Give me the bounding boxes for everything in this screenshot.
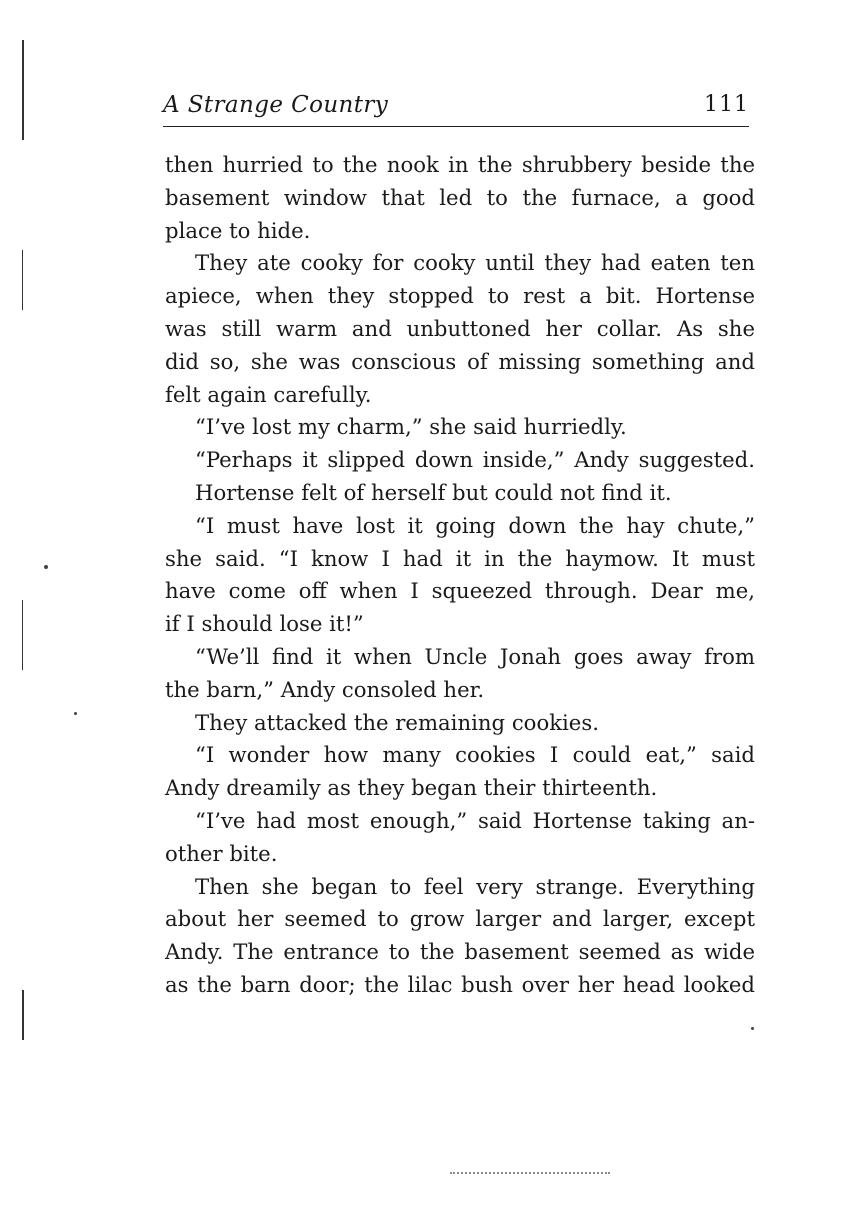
page-header <box>163 92 749 127</box>
gutter-dot <box>74 712 77 715</box>
text-line: They ate cooky for cooky until they had eaten ten <box>195 250 755 276</box>
text-line: the barn,” Andy consoled her. <box>165 676 485 702</box>
text-line: “Perhaps it slipped down inside,” Andy suggested. <box>195 447 755 473</box>
text-line: “I wonder how many cookies I could eat,” said <box>195 742 755 768</box>
gutter-line <box>22 990 24 1040</box>
text-line: Andy. The entrance to the basement seemed as wide <box>165 939 755 965</box>
text-line: as the barn door; the lilac bush over her head looked <box>165 971 755 997</box>
text-line: Then she began to feel very strange. Everything <box>195 873 755 899</box>
text-line: They attacked the remaining cookies. <box>195 709 599 735</box>
running-title: A Strange Country <box>163 92 389 118</box>
text-line: have come off when I squeezed through. Dear me, <box>165 578 755 604</box>
text-line: then hurried to the nook in the shrubbery beside the <box>165 152 755 177</box>
text-line: place to hide. <box>165 217 311 243</box>
text-line: “I must have lost it going down the hay chute,” <box>195 512 755 538</box>
text-line: “We’ll find it when Uncle Jonah goes away from <box>195 643 755 669</box>
text-line: Hortense felt of herself but could not find it. <box>195 479 672 505</box>
text-line: “I’ve lost my charm,” she said hurriedly. <box>195 414 627 440</box>
body-text <box>165 149 755 1002</box>
gutter-dot <box>751 1027 754 1030</box>
text-line: did so, she was conscious of missing something and <box>165 348 755 374</box>
text-line: other bite. <box>165 840 278 866</box>
text-line: she said. “I know I had it in the haymow. It must <box>165 545 755 571</box>
text-line: if I should lose it!” <box>165 611 364 637</box>
text-line: Andy dreamily as they began their thirteenth. <box>165 775 658 801</box>
text-line: felt again carefully. <box>165 381 372 407</box>
text-line: basement window that led to the furnace, a good <box>165 184 755 210</box>
gutter-line <box>22 600 23 670</box>
text-line: about her seemed to grow larger and larger, except <box>165 906 755 932</box>
text-line: “I’ve had most enough,” said Hortense taking an- <box>195 807 755 833</box>
text-line: apiece, when they stopped to rest a bit. Hortense <box>165 283 755 309</box>
gutter-line <box>22 250 23 310</box>
gutter-line <box>22 40 24 140</box>
text-line: was still warm and unbuttoned her collar. As she <box>165 315 755 341</box>
scan-marks <box>450 1172 610 1178</box>
page-number: 111 <box>704 92 749 117</box>
gutter-dot <box>44 565 48 569</box>
